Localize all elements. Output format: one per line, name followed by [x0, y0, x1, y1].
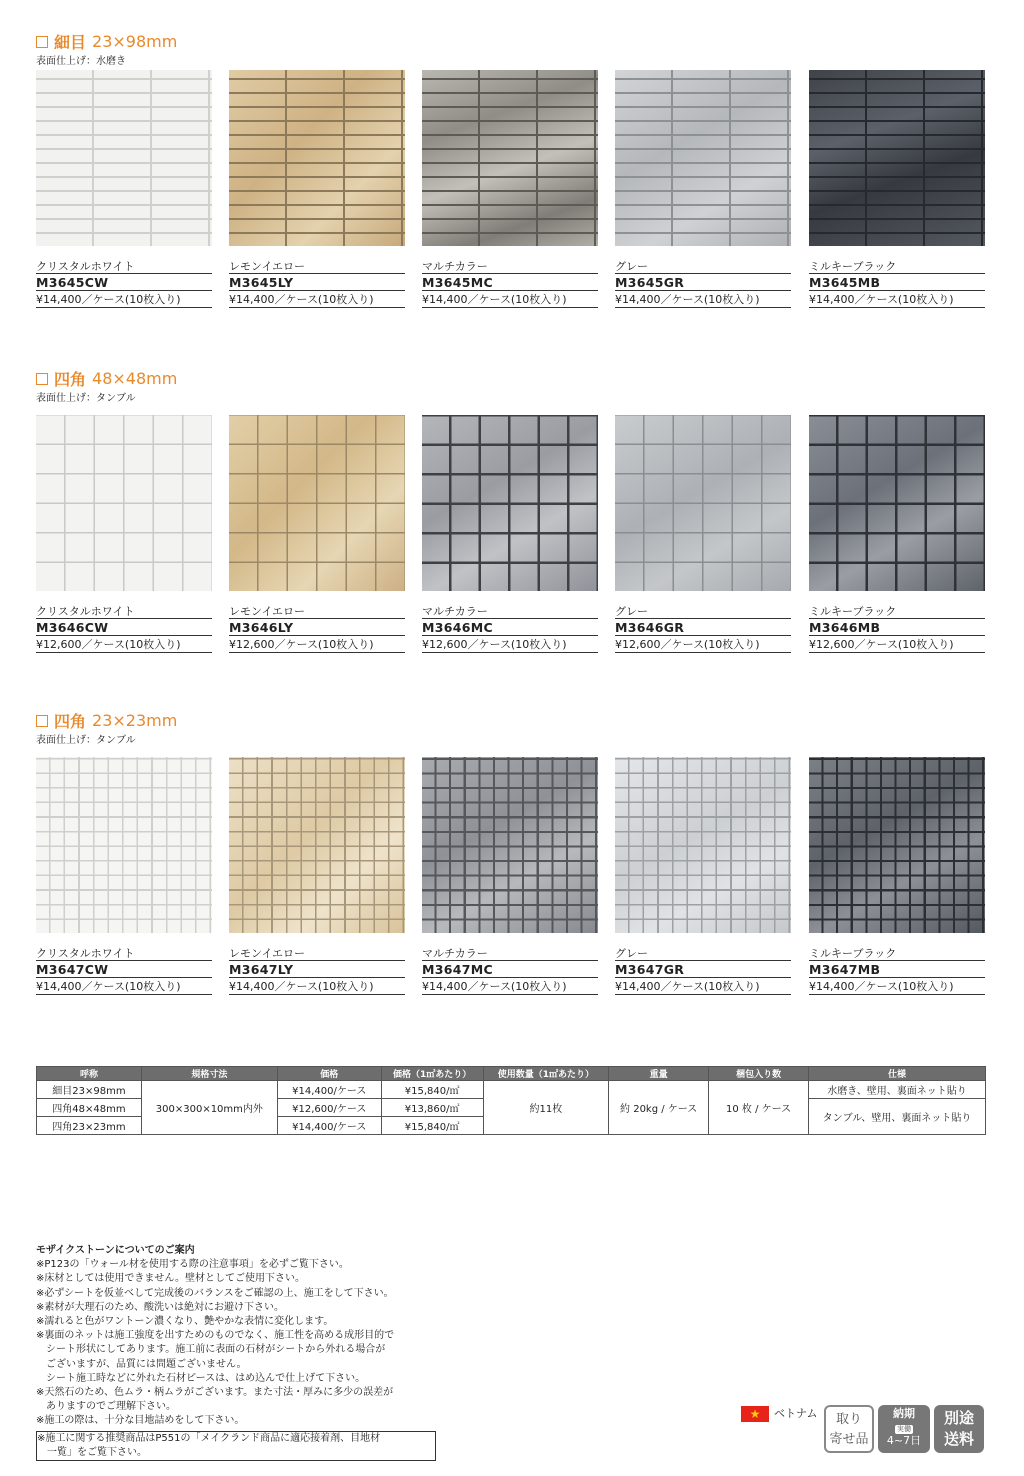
tile-image-multi-small	[422, 757, 598, 933]
vietnam-flag-icon: ★	[741, 1406, 769, 1422]
section-finish: 表面仕上げ：タンブル	[36, 735, 136, 746]
checkbox-square-icon	[36, 715, 48, 727]
product-code: M3646MB	[809, 619, 985, 636]
section-finish: 表面仕上げ：水磨き	[36, 56, 126, 67]
product-code: M3645GR	[615, 274, 791, 291]
product-name: マルチカラー	[422, 947, 598, 961]
spec-price-m2: ¥13,860/㎡	[381, 1099, 483, 1117]
product-name: グレー	[615, 260, 791, 274]
lead-time-sub: 実働	[897, 1425, 911, 1433]
product-price: ¥12,600／ケース(10枚入り)	[422, 636, 598, 653]
header-cell: 仕様	[809, 1067, 986, 1081]
shipping-badge	[934, 1405, 984, 1453]
lead-time-days: 4~7日	[886, 1434, 922, 1447]
product-name: マルチカラー	[422, 260, 598, 274]
recommended-products-note	[36, 1431, 436, 1461]
notes-title: モザイクストーンについてのご案内	[36, 1245, 195, 1256]
tile-image-gray-strip	[615, 70, 791, 246]
product-card[interactable]	[422, 70, 598, 308]
product-price: ¥14,400／ケース(10枚入り)	[36, 291, 212, 308]
spec-table	[36, 1066, 986, 1135]
product-price: ¥14,400／ケース(10枚入り)	[809, 978, 985, 995]
order-badge-line2: 寄せ品	[829, 1432, 869, 1447]
order-badge-line1: 取り	[835, 1412, 862, 1427]
section-title	[36, 30, 177, 53]
spec-price: ¥14,400/ケース	[277, 1117, 381, 1135]
product-price: ¥14,400／ケース(10枚入り)	[615, 291, 791, 308]
product-code: M3645CW	[36, 274, 212, 291]
shipping-line2: 送料	[943, 1430, 974, 1448]
spec-size: 300×300×10mm内外	[141, 1081, 277, 1135]
section-dimension: 23×98mm	[92, 32, 178, 51]
spec-name: 四角23×23mm	[37, 1117, 142, 1135]
product-price: ¥14,400／ケース(10枚入り)	[615, 978, 791, 995]
note-item: ※必ずシートを仮並べして完成後のバランスをご確認の上、施工をして下さい。	[36, 1287, 394, 1299]
spec-quantity: 約11枚	[483, 1081, 609, 1135]
product-name: ミルキーブラック	[809, 605, 985, 619]
product-name: クリスタルホワイト	[36, 947, 212, 961]
product-code: M3646CW	[36, 619, 212, 636]
header-cell: 規格寸法	[141, 1067, 277, 1081]
section-title-text: 四角	[54, 712, 87, 731]
spec-price: ¥12,600/ケース	[277, 1099, 381, 1117]
product-price: ¥14,400／ケース(10枚入り)	[36, 978, 212, 995]
product-card[interactable]	[809, 415, 985, 653]
note-item: ※施工の際は、十分な目地詰めをして下さい。	[36, 1415, 245, 1427]
tile-image-white-strip	[36, 70, 212, 246]
product-price: ¥12,600／ケース(10枚入り)	[229, 636, 405, 653]
product-code: M3646MC	[422, 619, 598, 636]
tile-image-black-small	[809, 757, 985, 933]
note-item: ありますのでご理解下さい。	[36, 1401, 176, 1413]
product-price: ¥12,600／ケース(10枚入り)	[615, 636, 791, 653]
product-card[interactable]	[422, 757, 598, 995]
tile-image-white-square	[36, 415, 212, 591]
product-price: ¥14,400／ケース(10枚入り)	[422, 978, 598, 995]
note-item: ※床材としては使用できません。壁材としてご使用下さい。	[36, 1273, 305, 1285]
note-item: ※裏面のネットは施工強度を出すためのものでなく、施工性を高める成形目的で	[36, 1330, 395, 1342]
tile-image-yellow-strip	[229, 70, 405, 246]
note-item: ※濡れると色がワントーン濃くなり、艶やかな表情に変化します。	[36, 1316, 334, 1328]
tile-image-black-square	[809, 415, 985, 591]
note-item: ※天然石のため、色ムラ・柄ムラがございます。また寸法・厚みに多少の誤差が	[36, 1387, 394, 1399]
product-card[interactable]	[36, 70, 212, 308]
product-card[interactable]	[229, 757, 405, 995]
note-item: ※P123の「ウォール材を使用する際の注意事項」を必ずご覧下さい。	[36, 1259, 349, 1271]
tile-image-black-strip	[809, 70, 985, 246]
section-title	[36, 709, 177, 732]
note-item: ございますが、品質には問題ございません。	[36, 1358, 247, 1370]
spec-price-m2: ¥15,840/㎡	[381, 1117, 483, 1135]
product-name: クリスタルホワイト	[36, 605, 212, 619]
product-name: レモンイエロー	[229, 947, 405, 961]
product-price: ¥12,600／ケース(10枚入り)	[36, 636, 212, 653]
spec-price: ¥14,400/ケース	[277, 1081, 381, 1099]
table-row	[37, 1081, 986, 1099]
product-row	[36, 757, 988, 1007]
product-name: グレー	[615, 605, 791, 619]
tile-image-yellow-small	[229, 757, 405, 933]
notes-block	[36, 1244, 476, 1461]
product-card[interactable]	[615, 415, 791, 653]
product-code: M3645MC	[422, 274, 598, 291]
note-item: ※施工に関する推奨商品はP551の「メイクランド商品に適応接着剤、目地材	[37, 1432, 381, 1444]
spec-pack: 10 枚 / ケース	[709, 1081, 809, 1135]
tile-image-white-small	[36, 757, 212, 933]
note-item: 一覧」をご覧下さい。	[37, 1446, 147, 1458]
header-cell: 価格（1㎡あたり）	[381, 1067, 483, 1081]
header-cell: 梱包入り数	[709, 1067, 809, 1081]
tile-image-multi-square	[422, 415, 598, 591]
header-cell: 呼称	[37, 1067, 142, 1081]
product-name: ミルキーブラック	[809, 260, 985, 274]
header-cell: 価格	[277, 1067, 381, 1081]
shipping-line1: 別途	[943, 1409, 974, 1427]
product-code: M3647LY	[229, 961, 405, 978]
tile-image-yellow-square	[229, 415, 405, 591]
product-price: ¥12,600／ケース(10枚入り)	[809, 636, 985, 653]
note-item: シート形状にしてあります。施工前に表面の石材がシートから外れる場合が	[36, 1344, 386, 1356]
product-code: M3645MB	[809, 274, 985, 291]
product-code: M3645LY	[229, 274, 405, 291]
product-price: ¥14,400／ケース(10枚入り)	[422, 291, 598, 308]
product-row	[36, 70, 988, 320]
product-card[interactable]	[229, 415, 405, 653]
product-card[interactable]	[36, 415, 212, 653]
spec-price-m2: ¥15,840/㎡	[381, 1081, 483, 1099]
spec-detail: タンブル、壁用、裏面ネット貼り	[809, 1099, 986, 1135]
product-code: M3646GR	[615, 619, 791, 636]
header-cell: 重量	[609, 1067, 709, 1081]
note-item: シート施工時などに外れた石材ピースは、はめ込んで仕上げて下さい。	[36, 1372, 366, 1384]
product-name: グレー	[615, 947, 791, 961]
product-card[interactable]	[615, 70, 791, 308]
lead-time-title: 納期	[893, 1407, 915, 1420]
section-title	[36, 367, 177, 390]
product-price: ¥14,400／ケース(10枚入り)	[229, 978, 405, 995]
product-card[interactable]	[809, 757, 985, 995]
checkbox-square-icon	[36, 36, 48, 48]
product-code: M3646LY	[229, 619, 405, 636]
tile-image-multi-strip	[422, 70, 598, 246]
spec-weight: 約 20kg / ケース	[609, 1081, 709, 1135]
product-price: ¥14,400／ケース(10枚入り)	[229, 291, 405, 308]
product-card[interactable]	[422, 415, 598, 653]
product-name: クリスタルホワイト	[36, 260, 212, 274]
product-card[interactable]	[615, 757, 791, 995]
spec-name: 四角48×48mm	[37, 1099, 142, 1117]
product-name: ミルキーブラック	[809, 947, 985, 961]
product-card[interactable]	[809, 70, 985, 308]
product-card[interactable]	[36, 757, 212, 995]
section-dimension: 48×48mm	[92, 369, 178, 388]
tile-image-gray-small	[615, 757, 791, 933]
product-code: M3647GR	[615, 961, 791, 978]
product-name: レモンイエロー	[229, 260, 405, 274]
section-title-text: 四角	[54, 370, 87, 389]
product-card[interactable]	[229, 70, 405, 308]
spec-name: 細目23×98mm	[37, 1081, 142, 1099]
section-finish: 表面仕上げ：タンブル	[36, 393, 136, 404]
header-cell: 使用数量（1㎡あたり）	[483, 1067, 609, 1081]
section-dimension: 23×23mm	[92, 711, 178, 730]
product-price: ¥14,400／ケース(10枚入り)	[809, 291, 985, 308]
country-label: ベトナム	[774, 1407, 818, 1420]
product-code: M3647MC	[422, 961, 598, 978]
product-code: M3647MB	[809, 961, 985, 978]
tile-image-gray-square	[615, 415, 791, 591]
spec-header-row	[37, 1067, 986, 1081]
section-title-text: 細目	[54, 33, 87, 52]
checkbox-square-icon	[36, 373, 48, 385]
product-row	[36, 415, 988, 665]
note-item: ※素材が大理石のため、酸洗いは絶対にお避け下さい。	[36, 1301, 284, 1313]
lead-time-badge	[878, 1405, 930, 1453]
product-name: マルチカラー	[422, 605, 598, 619]
product-name: レモンイエロー	[229, 605, 405, 619]
product-code: M3647CW	[36, 961, 212, 978]
order-badge	[824, 1405, 874, 1453]
spec-detail: 水磨き、壁用、裏面ネット貼り	[809, 1081, 986, 1099]
